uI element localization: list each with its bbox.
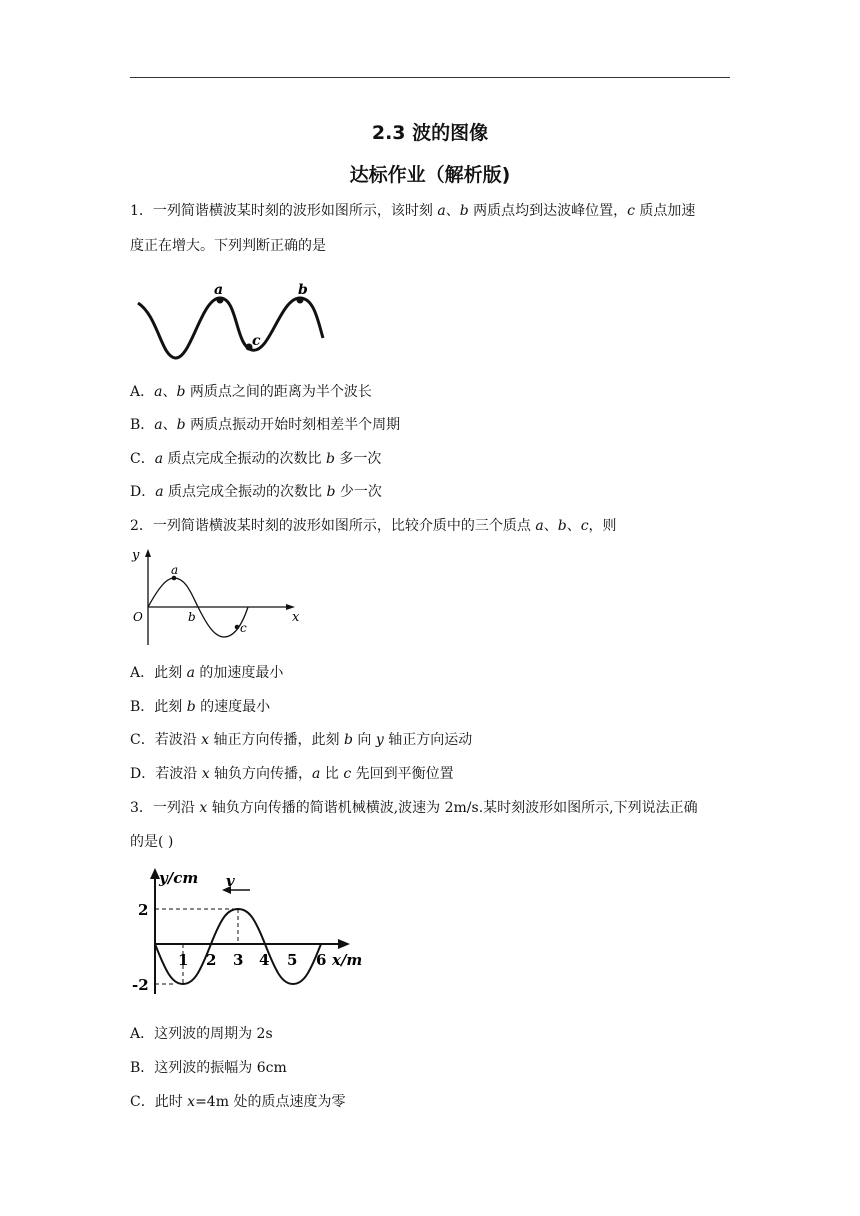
q3-option-a: A．这列波的周期为 2s [130, 1026, 273, 1042]
q1-stem-line2: 度正在增大。下列判断正确的是 [130, 238, 326, 254]
q3-y-tick-neg2: -2 [132, 976, 149, 994]
q2-x-label: x [292, 610, 300, 625]
q3-y-axis-label: y/cm [159, 869, 199, 887]
q3-velocity-label: v [226, 872, 235, 890]
q1-wave-figure [128, 276, 328, 371]
q2-wave-figure [128, 545, 308, 650]
q3-option-c: C．此时 x=4m 处的质点速度为零 [130, 1094, 346, 1110]
q3-x-tick-6: 6 [316, 951, 327, 969]
q1-option-b: B．a、b 两质点振动开始时刻相差半个周期 [130, 417, 401, 433]
q3-x-axis-label: x/m [332, 951, 363, 969]
q3-option-b: B．这列波的振幅为 6cm [130, 1060, 287, 1076]
q3-wave-figure [128, 862, 368, 1007]
q3-y-tick-2: 2 [138, 901, 149, 919]
q1-label-b: b [298, 282, 308, 298]
q2-label-b: b [188, 610, 196, 624]
q3-x-tick-5: 5 [287, 951, 298, 969]
q3-x-tick-2: 2 [206, 951, 217, 969]
q2-y-label: y [132, 548, 140, 563]
q2-option-b: B．此刻 b 的速度最小 [130, 699, 271, 715]
q2-stem: 2．一列简谐横波某时刻的波形如图所示，比较介质中的三个质点 a、b、c，则 [130, 518, 617, 534]
q1-option-a: A．a、b 两质点之间的距离为半个波长 [130, 384, 372, 400]
q2-point-c [235, 625, 240, 630]
page-subtitle: 达标作业（解析版) [349, 164, 511, 186]
q2-option-c: C．若波沿 x 轴正方向传播，此刻 b 向 y 轴正方向运动 [130, 732, 473, 748]
q3-x-tick-1: 1 [178, 951, 189, 969]
q3-stem-line2: 的是( ) [130, 834, 174, 850]
q1-option-d: D．a 质点完成全振动的次数比 b 少一次 [130, 484, 382, 500]
q2-label-a: a [171, 563, 179, 577]
q1-option-c: C．a 质点完成全振动的次数比 b 多一次 [130, 451, 382, 467]
q2-option-a: A．此刻 a 的加速度最小 [130, 665, 284, 681]
q3-x-tick-4: 4 [259, 951, 270, 969]
q2-label-c: c [240, 621, 247, 635]
header-rule [130, 77, 730, 78]
q3-stem-line1: 3．一列沿 x 轴负方向传播的简谐机械横波,波速为 2m/s.某时刻波形如图所示,下列说法正确 [130, 800, 698, 816]
q1-label-c: c [252, 333, 261, 349]
q3-x-tick-3: 3 [233, 951, 244, 969]
q2-option-d: D．若波沿 x 轴负方向传播，a 比 c 先回到平衡位置 [130, 766, 454, 782]
q1-stem-line1: 1．一列简谐横波某时刻的波形如图所示，该时刻 a、b 两质点均到达波峰位置，c 质点加速 [130, 203, 696, 219]
q2-origin-label: O [133, 610, 143, 624]
q1-label-a: a [214, 282, 224, 298]
page-title: 2.3 波的图像 [371, 122, 489, 144]
